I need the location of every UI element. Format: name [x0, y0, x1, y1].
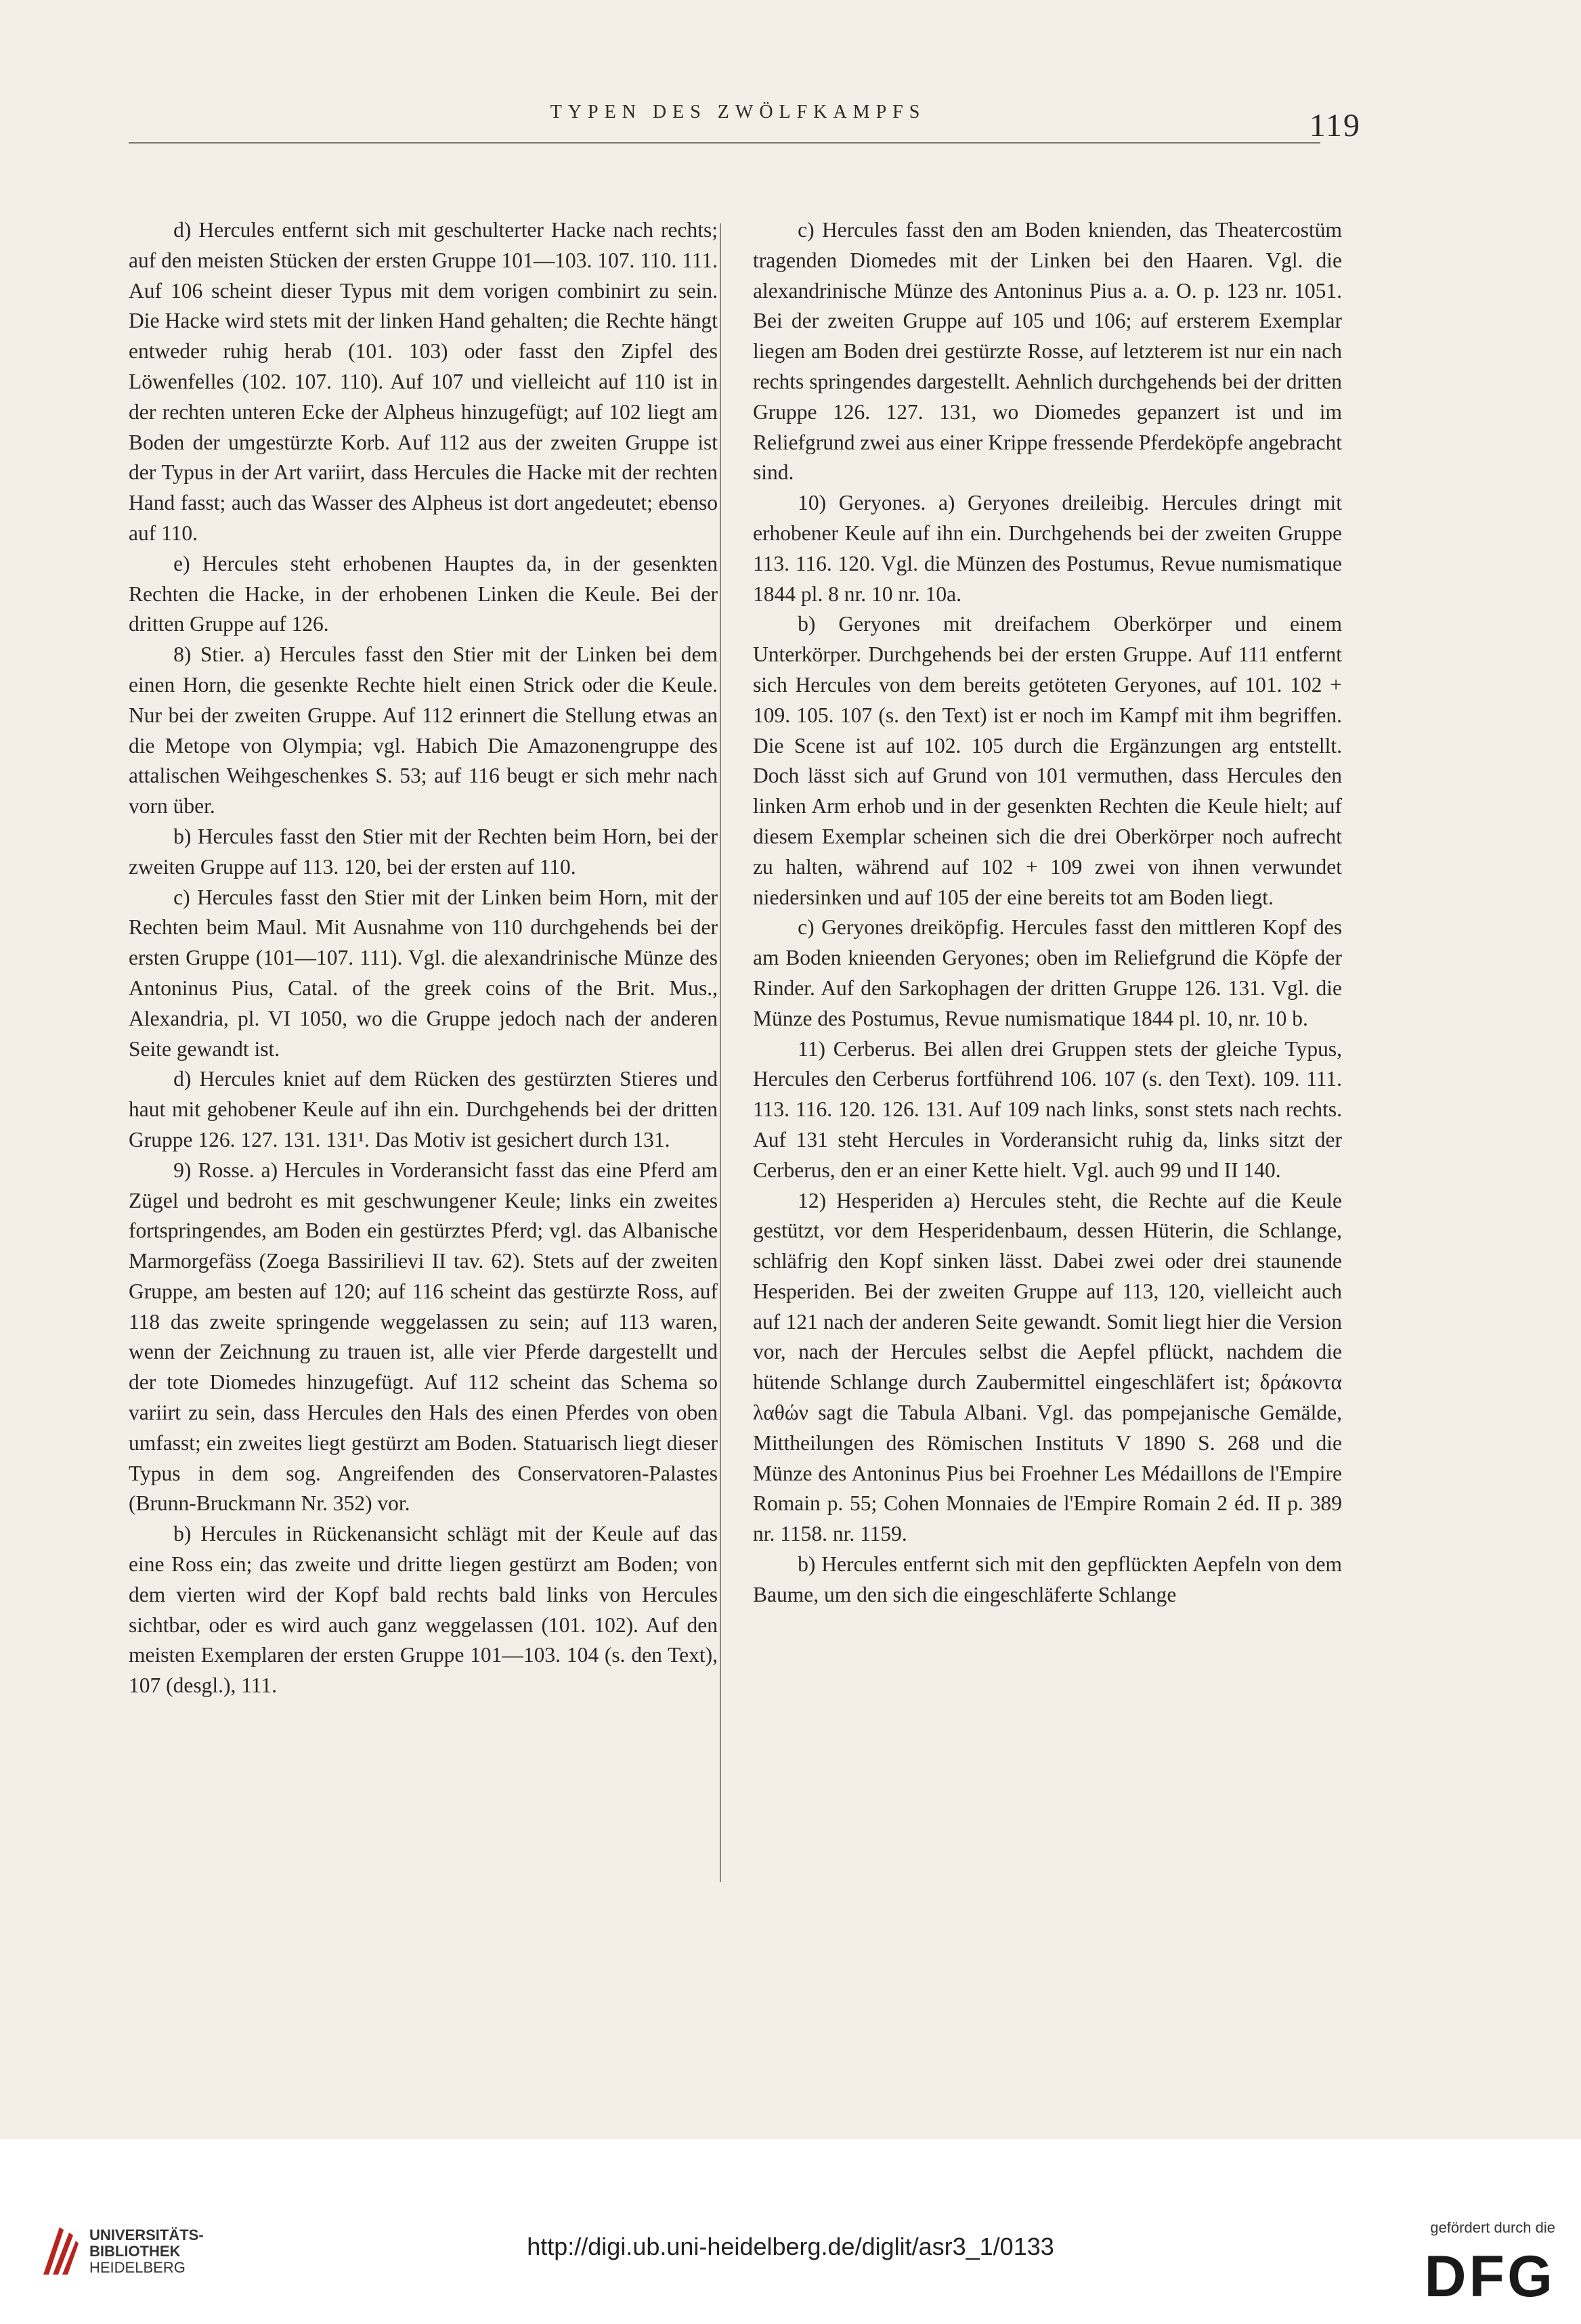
header-rule [129, 142, 1320, 144]
paragraph: b) Hercules entfernt sich mit den gepflückten Aepfeln von dem Baume, um den sich die eingeschläferte Schlange [753, 1552, 1342, 1606]
dfg-logo[interactable]: DFG [1424, 2244, 1555, 2309]
permalink-url[interactable]: http://digi.ub.uni-heidelberg.de/diglit/asr3_1/0133 [527, 2233, 1054, 2260]
paragraph: d) Hercules kniet auf dem Rücken des gestürzten Stieres und haut mit gehobener Keule auf ihn ein. Durchgehends bei der dritten Gruppe 126. 127. 131. 131¹. Das Motiv ist gesichert durch 131. [129, 1067, 718, 1152]
left-column [129, 215, 718, 1701]
paragraph: b) Hercules fasst den Stier mit der Rechten beim Horn, bei der zweiten Gruppe auf 113. 120, bei der ersten auf 110. [129, 824, 718, 879]
paragraph: 11) Cerberus. Bei allen drei Gruppen stets der gleiche Typus, Hercules den Cerberus fortführend 106. 107 (s. den Text). 109. 111. 113. 116. 120. 126. 131. Auf 109 nach links, sonst stets nach rechts. Auf 131 steht Hercules in Vorderansicht ruhig da, links sitzt der Cerberus, den er an einer Kette hielt. Vgl. auch 99 und II 140. [753, 1036, 1342, 1182]
funding-caption: gefördert durch die [1430, 2219, 1555, 2236]
paragraph: c) Geryones dreiköpfig. Hercules fasst den mittleren Kopf des am Boden knieenden Geryones; oben im Reliefgrund die Köpfe der Rinder. Auf den Sarkophagen der dritten Gruppe 126. 131. Vgl. die Münze des Postumus, Revue numismatique 1844 pl. 10, nr. 10 b. [753, 915, 1342, 1030]
paragraph: c) Hercules fasst den Stier mit der Linken beim Horn, mit der Rechten beim Maul. Mit Ausnahme von 110 durchgehends bei der ersten Gruppe (101—107. 111). Vgl. die alexandrinische Münze des Antoninus Pius, Catal. of the greek coins of the Brit. Mus., Alexandria, pl. VI 1050, wo die Gruppe jedoch nach der anderen Seite gewandt ist. [129, 885, 718, 1061]
paragraph: d) Hercules entfernt sich mit geschulterter Hacke nach rechts; auf den meisten Stücken der ersten Gruppe 101—103. 107. 110. 111. Auf 106 scheint dieser Typus mit dem vorigen combinirt zu sein. Die Hacke wird stets mit der linken Hand gehalten; die Rechte hängt entweder ruhig herab (101. 103) oder fasst den Zipfel des Löwenfelles (102. 107. 110). Auf 107 und vielleicht auf 110 ist in der rechten unteren Ecke der Alpheus hinzugefügt; auf 102 liegt am Boden der umgestürzte Korb. Auf 112 aus der zweiten Gruppe ist der Typus in der Art variirt, dass Hercules die Hacke mit der rechten Hand fasst; auch das Wasser des Alpheus ist dort angedeutet; ebenso auf 110. [129, 218, 718, 545]
page-header [129, 95, 1415, 162]
viewer-footer [0, 2139, 1581, 2324]
paragraph: b) Geryones mit dreifachem Oberkörper und einem Unterkörper. Durchgehends bei der ersten Gruppe. Auf 111 entfernt sich Hercules von dem bereits getöteten Geryones, auf 101. 102 + 109. 105. 107 (s. den Text) ist er noch im Kampf mit ihm begriffen. Die Scene ist auf 102. 105 durch die Ergänzungen arg entstellt. Doch lässt sich auf Grund von 101 vermuthen, dass Hercules den linken Arm erhob und in der gesenkten Rechten die Keule hielt; auf diesem Exemplar scheinen sich die drei Oberkörper noch aufrecht zu halten, während auf 102 + 109 zwei von ihnen verwundet niedersinken und auf 105 der eine bereits tot am Boden liegt. [753, 612, 1342, 909]
paragraph: 10) Geryones. a) Geryones dreileibig. Hercules dringt mit erhobener Keule auf ihn ein. Durchgehends bei der zweiten Gruppe 113. 116. 120. Vgl. die Münzen des Postumus, Revue numismatique 1844 pl. 8 nr. 10 nr. 10a. [753, 491, 1342, 606]
paragraph: e) Hercules steht erhobenen Hauptes da, in der gesenkten Rechten die Hacke, in der erhobenen Linken die Keule. Bei der dritten Gruppe auf 126. [129, 551, 718, 636]
right-column [753, 215, 1342, 1610]
page-number: 119 [1309, 108, 1361, 144]
library-name-line: BIBLIOTHEK [89, 2243, 181, 2260]
column-divider [720, 223, 721, 1882]
paragraph: 12) Hesperiden a) Hercules steht, die Rechte auf die Keule gestützt, vor dem Hesperidenbaum, dessen Hüterin, die Schlange, schläfrig den Kopf sinken lässt. Dabei zwei oder drei staunende Hesperiden. Bei der zweiten Gruppe auf 113, 120, vielleicht auch auf 121 nach der anderen Seite gewandt. Somit liegt hier die Version vor, nach der Hercules selbst die Aepfel pflückt, nachdem die hütende Schlange durch Zaubermittel eingeschläfert ist; δράκοντα λαθών sagt die Tabula Albani. Vgl. das pompejanische Gemälde, Mittheilungen des Römischen Instituts V 1890 S. 268 und die Münze des Antoninus Pius bei Froehner Les Médaillons de l'Empire Romain p. 55; Cohen Monnaies de l'Empire Romain 2 éd. II p. 389 nr. 1158. nr. 1159. [753, 1188, 1342, 1546]
library-name-line: UNIVERSITÄTS- [89, 2227, 204, 2243]
running-head: TYPEN DES ZWÖLFKAMPFS [550, 102, 926, 123]
paragraph: c) Hercules fasst den am Boden knienden, das Theatercostüm tragenden Diomedes mit der Linken bei den Haaren. Vgl. die alexandrinische Münze des Antoninus Pius a. a. O. p. 123 nr. 1051. Bei der zweiten Gruppe auf 105 und 106; auf ersterem Exemplar liegen am Boden drei gestürzte Rosse, auf letzterem ist nur ein nach rechts springendes dargestellt. Aehnlich durchgehends bei der dritten Gruppe 126. 127. 131, wo Diomedes gepanzert ist und im Reliefgrund zwei aus einer Krippe fressende Pferdeköpfe angebracht sind. [753, 218, 1342, 485]
paragraph: 8) Stier. a) Hercules fasst den Stier mit der Linken bei dem einen Horn, die gesenkte Rechte hielt einen Strick oder die Keule. Nur bei der zweiten Gruppe. Auf 112 erinnert die Stellung etwas an die Metope von Olympia; vgl. Habich Die Amazonengruppe des attalischen Weihgeschenkes S. 53; auf 116 beugt er sich mehr nach vorn über. [129, 642, 718, 818]
paragraph: b) Hercules in Rückenansicht schlägt mit der Keule auf das eine Ross ein; das zweite und dritte liegen gestürzt am Boden; von dem vierten wird der Kopf bald rechts bald links von Hercules sichtbar, oder es wird auch ganz weggelassen (101. 102). Auf den meisten Exemplaren der ersten Gruppe 101—103. 104 (s. den Text), 107 (desgl.), 111. [129, 1522, 718, 1698]
paragraph: 9) Rosse. a) Hercules in Vorderansicht fasst das eine Pferd am Zügel und bedroht es mit geschwungener Keule; links ein zweites fortspringendes, am Boden ein gestürztes Pferd; vgl. das Albanische Marmorgefäss (Zoega Bassirilievi II tav. 62). Stets auf der zweiten Gruppe, am besten auf 120; auf 116 scheint das gestürzte Ross, auf 118 das zweite springende weggelassen zu sein; auf 113 waren, wenn der Zeichnung zu trauen ist, alle vier Pferde dargestellt und der tote Diomedes hinzugefügt. Auf 112 scheint das Schema so variirt zu sein, dass Hercules den Hals des einen Pferdes von oben umfasst; ein zweites liegt gestürzt am Boden. Statuarisch liegt dieser Typus in dem sog. Angreifenden des Conservatoren-Palastes (Brunn-Bruckmann Nr. 352) vor. [129, 1158, 718, 1516]
library-name-line: HEIDELBERG [89, 2259, 186, 2276]
